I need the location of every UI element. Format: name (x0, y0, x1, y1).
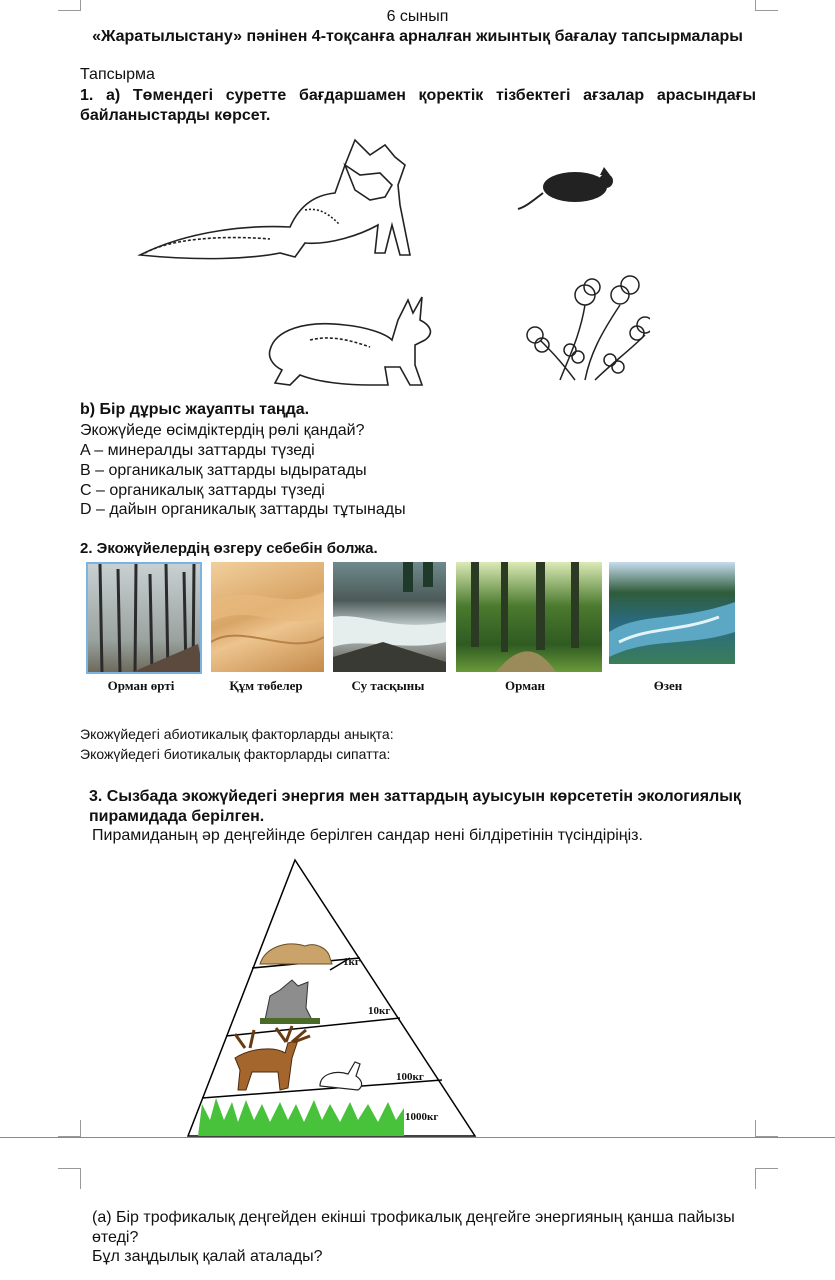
river-photo (609, 562, 735, 664)
fox-drawing (140, 140, 410, 259)
grade-label: 6 сынып (386, 8, 449, 25)
page-title: «Жаратылыстану» пәнінен 4-тоқсанға арналған жиынтық бағалау тапсырмалары (92, 28, 743, 45)
deer-icon (235, 1026, 310, 1090)
caption-forest: Орман (505, 678, 545, 693)
task-heading: Тапсырма (80, 66, 155, 83)
page-break (0, 1137, 835, 1138)
sand-dunes-photo (211, 562, 324, 672)
mouse-drawing (518, 167, 613, 209)
caption-forest-fire: Орман өрті (107, 678, 175, 693)
caption-sand-dunes: Құм төбелер (229, 678, 303, 693)
clover-drawing (527, 276, 650, 380)
crop-mark (58, 1168, 81, 1189)
question-b: Бұл заңдылық қалай аталады? (92, 1248, 323, 1265)
rabbit-icon (320, 1062, 362, 1090)
lion-icon (260, 944, 332, 964)
task1-a-text: 1. а) Төмендегі суретте бағдаршамен қоректік тізбектегі ағзалар арасындағы байланыстарды көрсет. (80, 87, 756, 124)
crop-mark (755, 1168, 778, 1189)
option-a: A – минералды заттарды түзеді (80, 442, 315, 459)
option-c: C – органикалық заттарды түзеді (80, 482, 325, 499)
task3-heading: 3. Сызбада экожүйедегі энергия мен заттардың ауысуын көрсететін экологиялық пирамидада берілген. (89, 788, 741, 825)
level-label-2: 10кг (368, 1005, 391, 1017)
caption-flood: Су тасқыны (351, 678, 425, 693)
biotic-line: Экожүйедегі биотикалық факторларды сипатта: (80, 746, 391, 762)
forest-photo (456, 562, 602, 672)
option-b: B – органикалық заттарды ыдыратады (80, 462, 367, 479)
level-label-1: 1кг (343, 956, 360, 968)
task1-b-heading: b) Бір дұрыс жауапты таңда. (80, 401, 310, 418)
flood-photo (333, 562, 446, 672)
task2-heading: 2. Экожүйелердің өзгеру себебін болжа. (80, 540, 378, 557)
task1-question: Экожүйеде өсімдіктердің рөлі қандай? (80, 422, 365, 439)
caption-river: Өзен (653, 678, 683, 693)
level-label-3: 100кг (396, 1071, 424, 1083)
rabbit-drawing (270, 297, 431, 385)
forest-fire-photo (86, 562, 202, 674)
crop-mark (58, 1120, 81, 1137)
food-chain-illustration (130, 135, 650, 395)
task3-subtext: Пирамиданың әр деңгейінде берілген сандар нені білдіретінін түсіндіріңіз. (92, 827, 643, 844)
level-label-4: 1000кг (405, 1111, 439, 1123)
question-a: (а) Бір трофикалық деңгейден екінші трофикалық деңгейге энергияның қанша пайызы өтеді? (92, 1209, 735, 1246)
option-d: D – дайын органикалық заттарды тұтынады (80, 501, 406, 518)
crop-mark (755, 1120, 778, 1137)
abiotic-line: Экожүйедегі абиотикалық факторларды анықта: (80, 726, 394, 742)
ecological-pyramid (180, 858, 480, 1138)
grass-icon (198, 1098, 404, 1136)
wolf-icon (260, 980, 320, 1024)
